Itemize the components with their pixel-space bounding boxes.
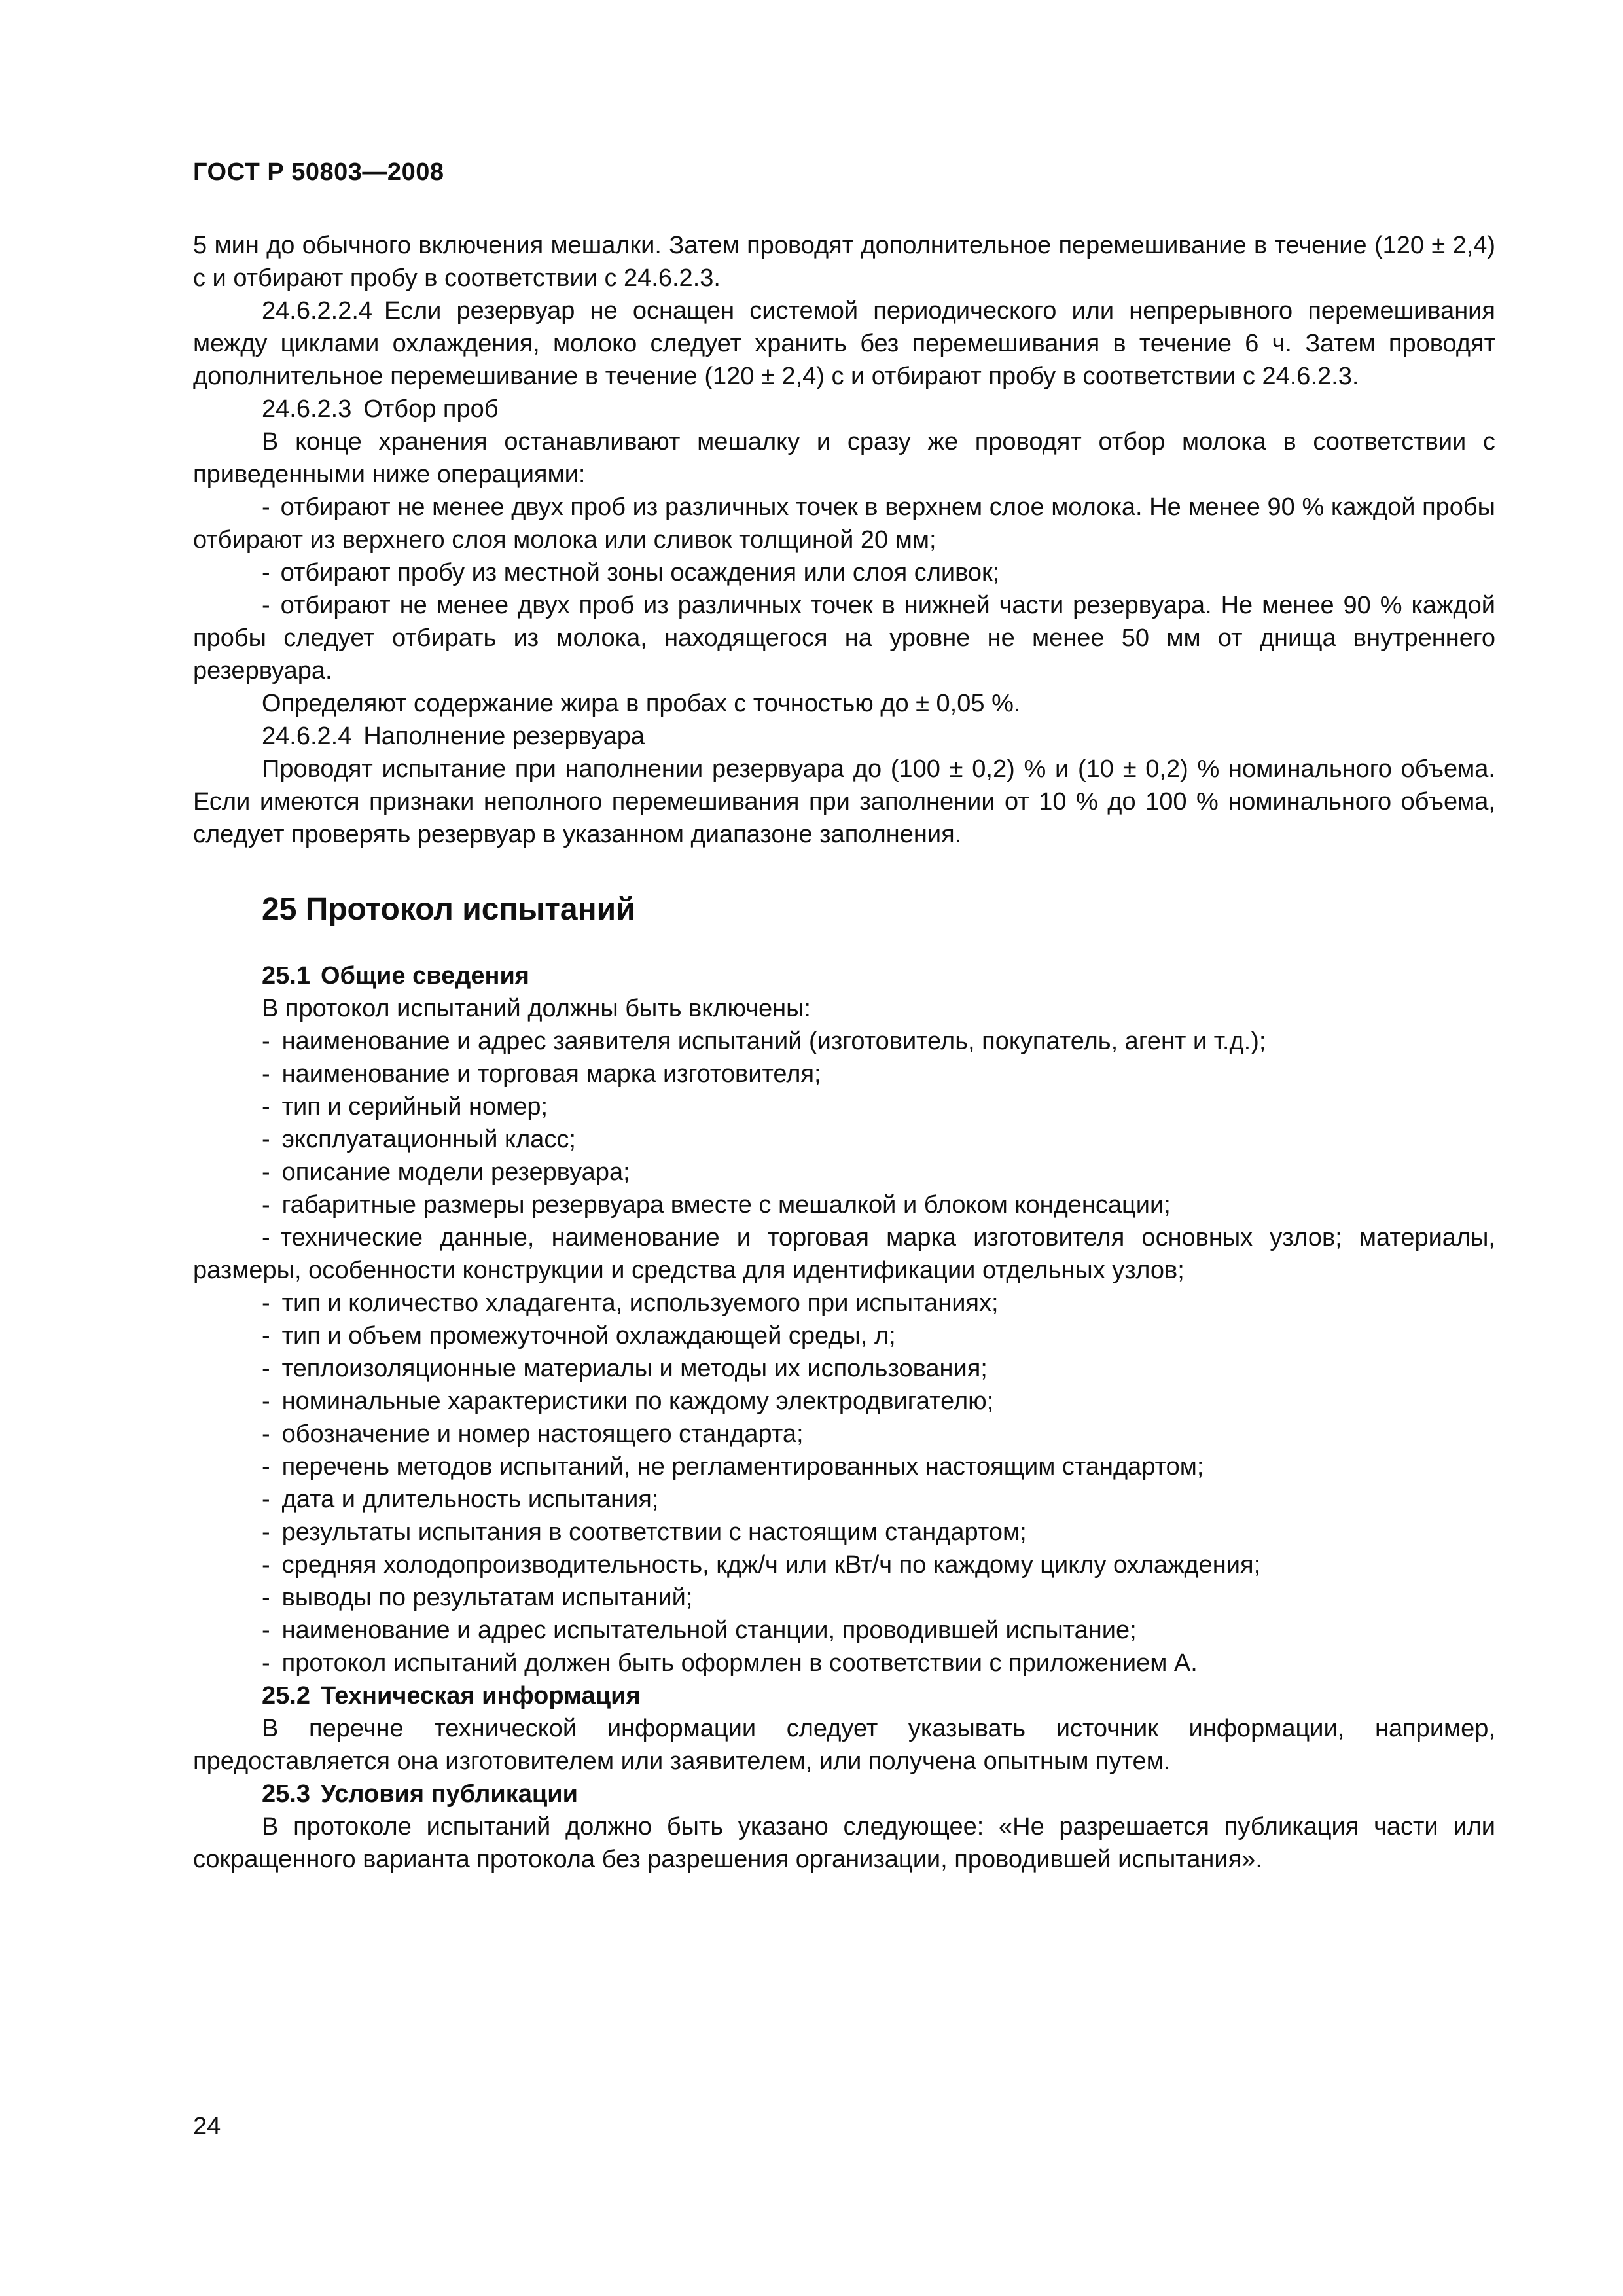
subsection-heading-25-1: 25.1 Общие сведения [262, 962, 529, 990]
clause-text: Если резервуар не оснащен системой периодического или непрерывного перемешивания между циклами охлаждения, молоко следует хранить без перемешивания в течение 6 ч. Затем проводят дополнительное перемешивание в течение (120 ± 2,4) с и отбирают пробу в соответствии с 24.6.2.3. [193, 297, 1495, 390]
protocol-list-item: - описание модели резервуара; [262, 1158, 630, 1186]
protocol-list-item: - наименование и торговая марка изготовителя; [262, 1060, 821, 1088]
protocol-list-item: - наименование и адрес испытательной станции, проводившей испытание; [262, 1617, 1137, 1644]
protocol-list-item: - тип и количество хладагента, используемого при испытаниях; [262, 1289, 999, 1317]
protocol-list-item-long: - технические данные, наименование и торговая марка изготовителя основных узлов; материалы, размеры, особенности конструкции и средства для идентификации отдельных узлов; [193, 1224, 1495, 1284]
section-title-25: 25 Протокол испытаний [262, 892, 635, 927]
sampling-intro: В конце хранения останавливают мешалку и сразу же проводят отбор молока в соответствии с приведенными ниже операциями: [193, 428, 1495, 488]
subsection-heading-25-3: 25.3 Условия публикации [262, 1780, 578, 1808]
clause-title: Отбор проб [363, 395, 499, 423]
sampling-item: - отбирают не менее двух проб из различных точек в нижней части резервуара. Не менее 90 % каждой пробы следует отбирать из молока, находящегося на уровне не менее 50 мм от днища внутреннего резервуара. [193, 592, 1495, 685]
protocol-list-item: - выводы по результатам испытаний; [262, 1584, 693, 1611]
paragraph-continuation: 5 мин до обычного включения мешалки. Затем проводят дополнительное перемешивание в течение (120 ± 2,4) с и отбирают пробу в соответствии с 24.6.2.3. [193, 232, 1495, 292]
protocol-list-item: - номинальные характеристики по каждому электродвигателю; [262, 1388, 994, 1415]
fat-content-paragraph: Определяют содержание жира в пробах с точностью до ± 0,05 %. [262, 690, 1021, 717]
subsection-intro: В протокол испытаний должны быть включены: [262, 995, 811, 1022]
subsection-heading-25-2: 25.2 Техническая информация [262, 1682, 641, 1710]
document-header: ГОСТ Р 50803—2008 [193, 158, 444, 186]
protocol-list-item: - тип и серийный номер; [262, 1093, 548, 1121]
protocol-list-item: - габаритные размеры резервуара вместе с мешалкой и блоком конденсации; [262, 1191, 1171, 1219]
protocol-list-item: - обозначение и номер настоящего стандарта; [262, 1420, 804, 1448]
protocol-list-item: - дата и длительность испытания; [262, 1486, 659, 1513]
clause-title: Наполнение резервуара [363, 723, 645, 750]
protocol-list-item: - результаты испытания в соответствии с настоящим стандартом; [262, 1518, 1027, 1546]
filling-paragraph: Проводят испытание при наполнении резервуара до (100 ± 0,2) % и (10 ± 0,2) % номинального объема. Если имеются признаки неполного перемешивания при заполнении от 10 % до 100 % номинального объема, следует проверять резервуар в указанном диапазоне заполнения. [193, 755, 1495, 848]
protocol-list-item: - наименование и адрес заявителя испытаний (изготовитель, покупатель, агент и т.д.); [262, 1028, 1266, 1055]
page-content [193, 229, 1495, 1876]
sampling-item: - отбирают не менее двух проб из различных точек в верхнем слое молока. Не менее 90 % каждой пробы отбирают из верхнего слоя молока или сливок толщиной 20 мм; [193, 493, 1495, 554]
sampling-item: - отбирают пробу из местной зоны осаждения или слоя сливок; [262, 559, 1000, 586]
protocol-list-item: - теплоизоляционные материалы и методы их использования; [262, 1355, 988, 1382]
protocol-list-item: - средняя холодопроизводительность, кдж/ч или кВт/ч по каждому циклу охлаждения; [262, 1551, 1261, 1579]
protocol-list-item: - перечень методов испытаний, не регламентированных настоящим стандартом; [262, 1453, 1204, 1480]
clause-number: 24.6.2.2.4 [262, 297, 373, 325]
page-number: 24 [193, 2113, 221, 2140]
paragraph-24-6-2-2-4 [193, 295, 1495, 393]
protocol-list-item: - эксплуатационный класс; [262, 1126, 576, 1153]
clause-heading-24-6-2-4 [193, 720, 1495, 753]
technical-info-paragraph: В перечне технической информации следует указывать источник информации, например, предоставляется она изготовителем или заявителем, или получена опытным путем. [193, 1715, 1495, 1775]
clause-number: 24.6.2.3 [262, 395, 352, 423]
clause-heading-24-6-2-3 [193, 393, 1495, 425]
protocol-list-item: - тип и объем промежуточной охлаждающей среды, л; [262, 1322, 896, 1350]
publication-conditions-paragraph: В протоколе испытаний должно быть указано следующее: «Не разрешается публикация части или сокращенного варианта протокола без разрешения организации, проводившей испытания». [193, 1813, 1495, 1873]
protocol-list-item: - протокол испытаний должен быть оформлен в соответствии с приложением А. [262, 1649, 1198, 1677]
clause-number: 24.6.2.4 [262, 723, 352, 750]
